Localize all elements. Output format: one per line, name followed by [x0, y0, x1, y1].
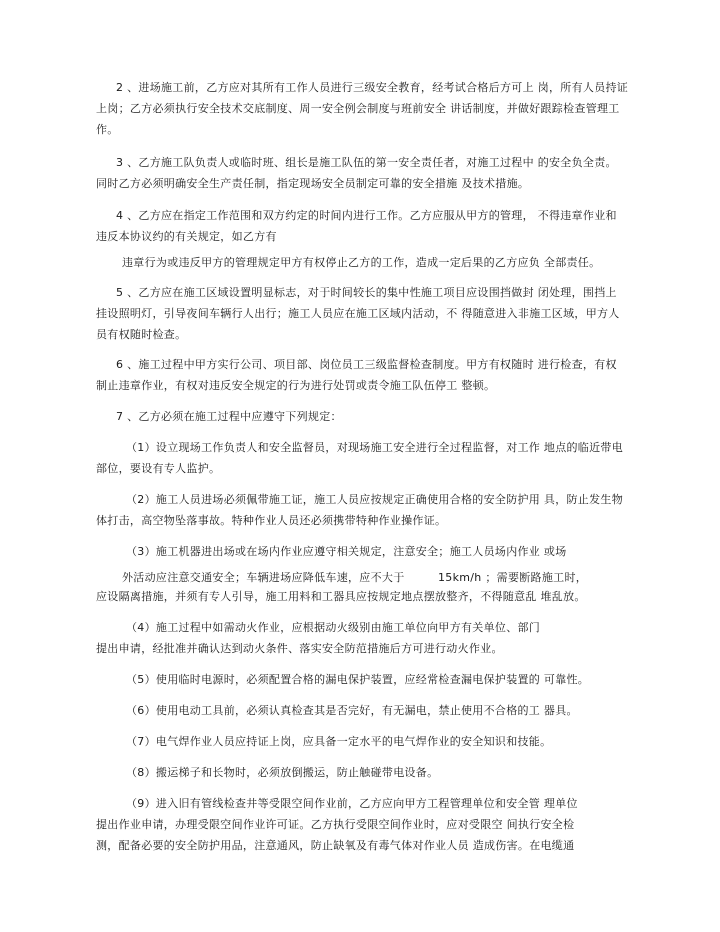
text-line: 提出申请，经批准并确认达到动火条件、落实安全防范措施后方可进行动火作业。: [96, 642, 503, 655]
text-line: （9）进入旧有管线检查井等受限空间作业前，乙方应向甲方工程管理单位和安全管 理单位: [126, 797, 578, 810]
text-line: （8）搬运梯子和长物时，必须放倒搬运，防止触碰带电设备。: [126, 766, 439, 779]
text-line: 应设隔离措施，并须有专人引导，施工用料和工器具应按规定地点摆放整齐，不得随意乱 堆乱放。: [96, 590, 586, 603]
text-line: 违章行为或违反甲方的管理规定甲方有权停止乙方的工作，造成一定后果的乙方应负 全部责任。: [122, 256, 601, 269]
text-line: 7 、乙方必须在施工过程中应遵守下列规定：: [116, 410, 342, 423]
text-line: 体打击，高空物坠落事故。特种作业人员还必须携带特种作业操作证。: [96, 514, 447, 527]
text-line: （5）使用临时电源时，必须配置合格的漏电保护装置，应经常检查漏电保护装置的 可靠性。: [126, 673, 590, 686]
text-line: （3）施工机器进出场或在场内作业应遵守相关规定，注意安全；施工人员场内作业 或场: [126, 545, 567, 558]
text-line: 制止违章作业，有权对违反安全规定的行为进行处罚或责令施工队伍停工 整顿。: [96, 379, 496, 392]
text-line: 提出作业申请，办理受限空间作业许可证。乙方执行受限空间作业时，应对受限空 间执行安全检: [96, 818, 575, 831]
text-line: 15km/h ；需要断路施工时，: [438, 571, 588, 584]
text-line: 作。: [96, 123, 119, 136]
text-line: 同时乙方必须明确安全生产责任制，指定现场安全员制定可靠的安全措施 及技术措施。: [96, 177, 530, 190]
text-line: （1）设立现场工作负责人和安全监督员，对现场施工安全进行全过程监督，对工作 地点的临近带电: [126, 441, 623, 454]
text-line: 上岗；乙方必须执行安全技术交底制度、周一安全例会制度与班前安全 讲话制度，并做好跟踪检查管理工: [96, 102, 620, 115]
text-line: （2）施工人员进场必须佩带施工证，施工人员应按规定正确使用合格的安全防护用 具，防止发生物: [126, 493, 623, 506]
text-line: 3 、乙方施工队负责人或临时班、组长是施工队伍的第一安全责任者，对施工过程中 的安全负全责。: [116, 156, 617, 169]
text-line: 外活动应注意交通安全；车辆进场应降低车速，应不大于: [122, 571, 405, 584]
text-line: （4）施工过程中如需动火作业，应根据动火级别由施工单位向甲方有关单位、部门: [126, 621, 541, 634]
text-line: 6 、施工过程中甲方实行公司、项目部、岗位员工三级监督检查制度。甲方有权随时 进行检查，有权: [116, 358, 617, 371]
text-line: 4 、乙方应在指定工作范围和双方约定的时间内进行工作。乙方应服从甲方的管理， 不得违章作业和: [116, 209, 617, 222]
text-line: 挂设照明灯，引导夜间车辆行人出行；施工人员应在施工区域内活动，不 得随意进入非施工区域，甲方人: [96, 307, 620, 320]
text-line: 违反本协议约的有关规定，如乙方有: [96, 230, 277, 243]
text-line: 部位，要设有专人监护。: [96, 462, 221, 475]
text-line: 2 、进场施工前，乙方应对其所有工作人员进行三级安全教育，经考试合格后方可上 岗，所有人员持证: [116, 81, 629, 94]
text-line: （7）电气焊作业人员应持证上岗，应具备一定水平的电气焊作业的安全知识和技能。: [126, 735, 552, 748]
text-line: （6）使用电动工具前，必须认真检查其是否完好，有无漏电，禁止使用不合格的工 器具。: [126, 704, 578, 717]
text-line: 5 、乙方应在施工区域设置明显标志，对于时间较长的集中性施工项目应设围挡做封 闭处理，围挡上: [116, 286, 617, 299]
text-line: 员有权随时检查。: [96, 328, 187, 341]
text-line: 测，配备必要的安全防护用品，注意通风，防止缺氧及有毒气体对作业人员 造成伤害。在电缆通: [96, 839, 575, 852]
